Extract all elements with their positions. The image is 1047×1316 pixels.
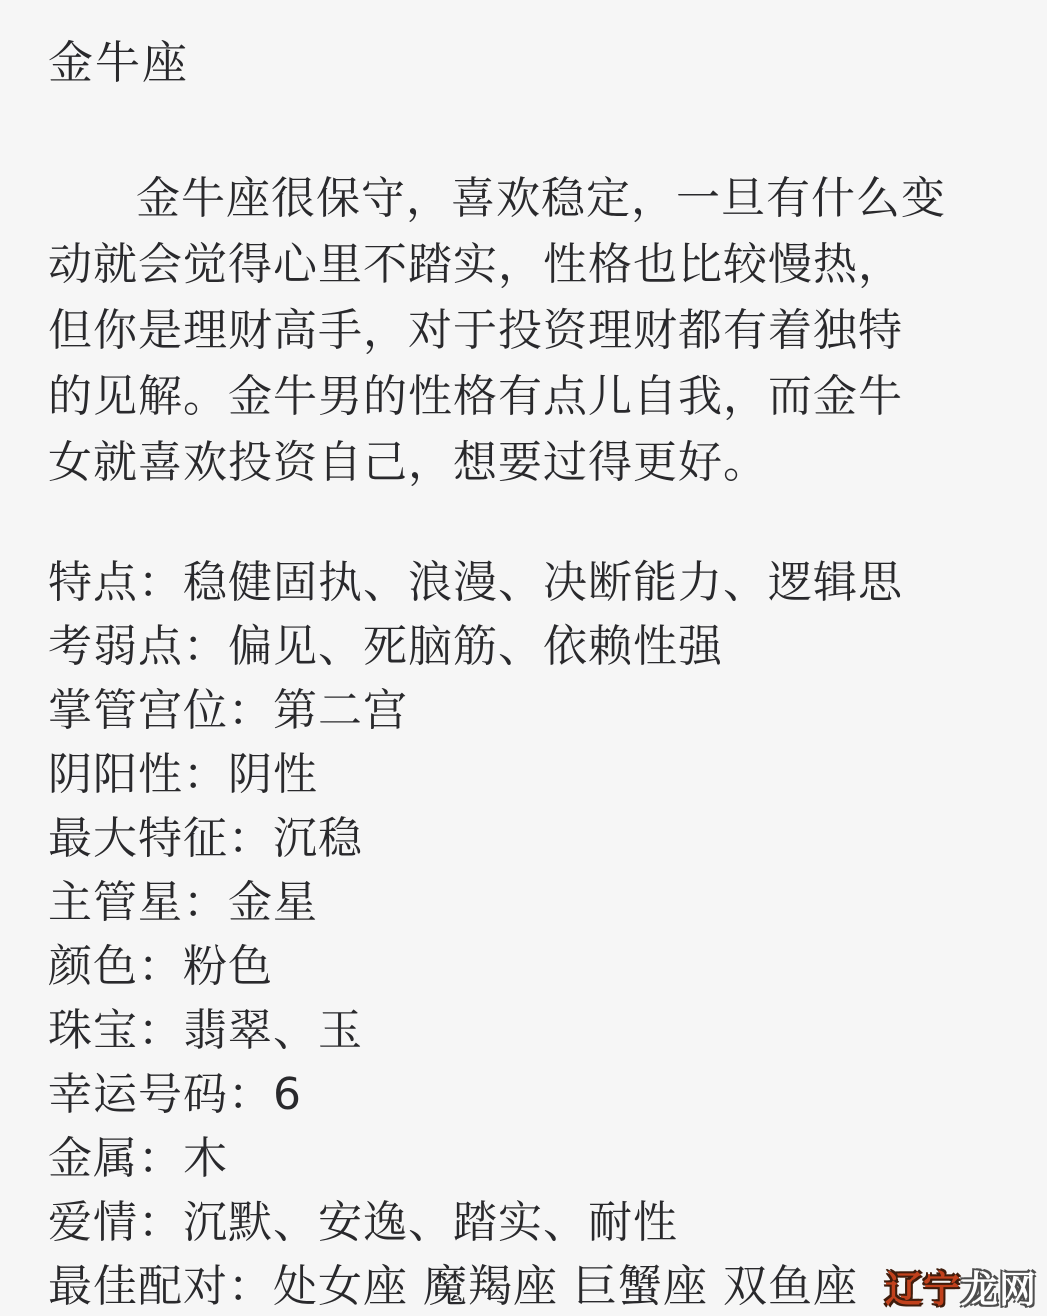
paragraph-line: 但你是理财高手，对于投资理财都有着独特 (48, 305, 903, 356)
attribute-line-ruling-planet: 主管星：金星 (48, 877, 318, 928)
watermark-text-liaoning: 辽宁 (885, 1267, 961, 1311)
attribute-line-house: 掌管宫位：第二宫 (48, 685, 408, 736)
site-watermark (885, 1268, 1037, 1312)
attribute-list (48, 551, 1007, 1316)
paragraph-line: 的见解。金牛男的性格有点儿自我，而金牛 (48, 371, 903, 422)
intro-paragraph (48, 166, 1007, 496)
attribute-line-jewelry: 珠宝：翡翠、玉 (48, 1005, 363, 1056)
attribute-line-yin-yang: 阴阳性：阴性 (48, 749, 318, 800)
attribute-line-love: 爱情：沉默、安逸、踏实、耐性 (48, 1197, 678, 1248)
attribute-line-main-trait: 最大特征：沉稳 (48, 813, 363, 864)
attribute-line-traits: 特点：稳健固执、浪漫、决断能力、逻辑思 (48, 557, 903, 608)
attribute-line-color: 颜色：粉色 (48, 941, 273, 992)
attribute-line-weaknesses: 考弱点：偏见、死脑筋、依赖性强 (48, 621, 723, 672)
paragraph-line: 女就喜欢投资自己，想要过得更好。 (48, 437, 768, 488)
paragraph-line: 动就会觉得心里不踏实，性格也比较慢热， (48, 239, 903, 290)
paragraph-line: 金牛座很保守，喜欢稳定，一旦有什么变 (136, 173, 946, 224)
attribute-line-metal: 金属：木 (48, 1133, 228, 1184)
attribute-line-lucky-number: 幸运号码：6 (48, 1069, 302, 1120)
watermark-text-longwang: 龙网 (961, 1267, 1037, 1311)
page-title: 金牛座 (48, 36, 190, 89)
attribute-line-best-match: 最佳配对：处女座 魔羯座 巨蟹座 双鱼座 (48, 1261, 858, 1312)
